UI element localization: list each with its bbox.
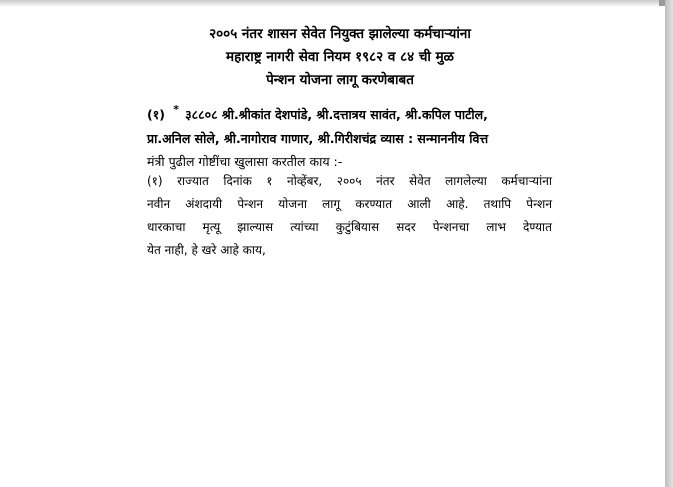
vertical-scrollbar[interactable] [665, 0, 673, 487]
question-line-2: प्रा.अनिल सोले, श्री.नागोराव गाणार, श्री.गिरीशचंद्र व्यास : सन्माननीय वित्त [147, 131, 489, 146]
question-members-1: ३८८०८ श्री.श्रीकांत देशपांडे, श्री.दत्तात्रय सावंत, श्री.कपिल पाटील, [185, 107, 488, 122]
question-header [147, 103, 552, 173]
question-number: (१) [147, 107, 165, 122]
question-line-3: मंत्री पुढील गोष्टींचा खुलासा करतील काय :- [147, 154, 343, 169]
title-line-1: २००५ नंतर शासन सेवेत नियुक्त झालेल्या कर्मचाऱ्यांना [209, 26, 471, 42]
question-line-1 [147, 103, 552, 127]
body-line-4: येत नाही, हे खरे आहे काय, [147, 243, 266, 257]
starred-mark: * [173, 103, 180, 116]
body-line-1: (१) राज्यात दिनांक १ नोव्हेंबर, २००५ नंतर सेवेत लागलेल्या कर्मचाऱ्यांना [147, 174, 552, 188]
toolbar-shadow [0, 0, 665, 7]
document-title [150, 23, 530, 92]
document-page [0, 7, 665, 487]
title-line-3: पेन्शन योजना लागू करणेबाबत [266, 72, 414, 88]
scrollbar-corner [659, 0, 665, 6]
title-line-2: महाराष्ट्र नागरी सेवा नियम १९८२ व ८४ ची मुळ [226, 49, 454, 65]
question-body [147, 170, 552, 262]
body-line-3: धारकाचा मृत्यू झाल्यास त्यांच्या कुटुंबियास सदर पेन्शनचा लाभ देण्यात [147, 220, 552, 234]
body-line-2: नवीन अंशदायी पेन्शन योजना लागू करण्यात आली आहे. तथापि पेन्शन [147, 197, 552, 211]
